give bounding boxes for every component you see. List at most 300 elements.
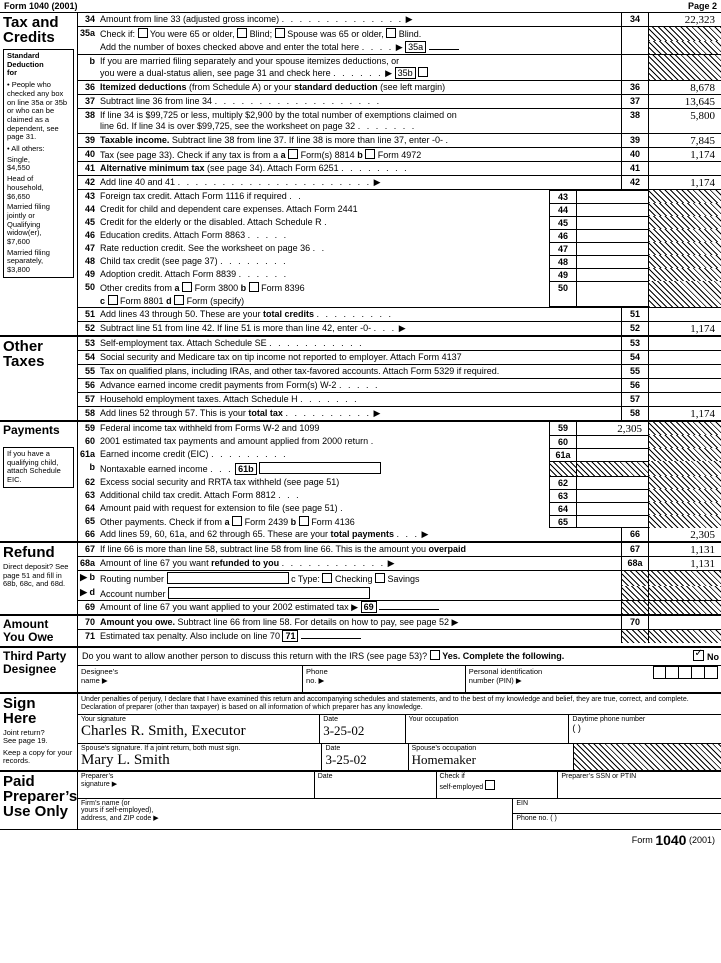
routing-number-input[interactable] bbox=[167, 572, 289, 584]
line-46-number: 46 bbox=[84, 230, 95, 240]
preparer-signature-field[interactable]: Preparer’s signature ▶ bbox=[78, 772, 315, 798]
amount-owe-title-line1: Amount bbox=[3, 617, 49, 631]
paid-preparer-left-column bbox=[0, 772, 78, 829]
spouse-occupation-field[interactable] bbox=[409, 744, 574, 770]
account-number-input[interactable] bbox=[168, 587, 370, 599]
pin-box-3[interactable] bbox=[679, 666, 692, 679]
line-34-numcol: 34 bbox=[621, 13, 649, 26]
line-42-numcol: 42 bbox=[621, 176, 649, 189]
line-57-numcol: 57 bbox=[621, 393, 649, 406]
sign-here-body bbox=[78, 694, 721, 771]
checkbox-65-or-older[interactable] bbox=[138, 28, 148, 38]
line-40-numcol: 40 bbox=[621, 148, 649, 162]
line-57 bbox=[78, 393, 721, 407]
line-59-text: Federal income tax withheld from Forms W-2 and 1099 bbox=[100, 423, 320, 433]
refund-sidebox: Direct deposit? See page 51 and fill in 68b, 68c, and 68d. bbox=[3, 562, 69, 589]
line-71-number: 71 bbox=[84, 631, 95, 641]
line-48-numcol: 48 bbox=[549, 255, 577, 268]
designee-phone-field[interactable] bbox=[303, 666, 466, 692]
line-39-numcol: 39 bbox=[621, 134, 649, 147]
sidebox-item-7: $7,600 bbox=[7, 237, 30, 247]
line-59-inner-amount[interactable]: 2,305 bbox=[577, 422, 649, 435]
checkbox-designee-yes[interactable] bbox=[430, 650, 440, 660]
line-70-number: 70 bbox=[84, 617, 95, 627]
line-63-numcol: 63 bbox=[549, 489, 577, 502]
other-taxes-title-line2: Taxes bbox=[3, 353, 45, 370]
line-63-text: Additional child tax credit. Attach Form 8812 . . . bbox=[100, 489, 301, 500]
spouse-signature-field[interactable] bbox=[78, 744, 322, 770]
sign-here-note1: Joint return? bbox=[3, 727, 45, 737]
line-65-number: 65 bbox=[84, 515, 95, 526]
sidebox-item-4: Head of household, bbox=[7, 174, 44, 192]
line-58-amount[interactable]: 1,174 bbox=[690, 408, 715, 420]
firm-name-label: Firm’s name (or yours if self-employed), address, and ZIP code bbox=[81, 800, 154, 823]
line-44-text: Credit for child and dependent care expenses. Attach Form 2441 bbox=[100, 204, 358, 214]
line-61a-inner-amount[interactable] bbox=[577, 448, 649, 461]
line-68a-numcol: 68a bbox=[621, 557, 649, 570]
designee-name-label: Designee’s name ▶ bbox=[81, 666, 118, 685]
line-35a-hatch bbox=[649, 27, 721, 41]
checkbox-35b[interactable] bbox=[418, 67, 428, 77]
line-68b-text: Routing number c Type: Checking Savings bbox=[100, 574, 420, 584]
line-68b bbox=[78, 571, 721, 586]
sidebox-item-1: • All others: bbox=[7, 144, 45, 154]
ein-field[interactable] bbox=[513, 799, 721, 814]
line-48-inner-amount[interactable] bbox=[577, 255, 649, 268]
line-35a-total-numcol bbox=[621, 41, 649, 54]
sidebox-title: Standard Deduction for bbox=[7, 51, 44, 78]
checkbox-self-employed[interactable] bbox=[485, 780, 495, 790]
preparer-date-label: Date bbox=[317, 773, 333, 781]
line-56-amount[interactable] bbox=[649, 379, 721, 392]
page-number-label: Page 2 bbox=[687, 1, 717, 11]
line-61a-number: 61a bbox=[79, 449, 95, 459]
line-68d bbox=[78, 586, 721, 602]
line-64-number: 64 bbox=[84, 502, 95, 513]
line-45-hatch bbox=[649, 216, 721, 229]
your-occupation-label: Your occupation bbox=[408, 716, 459, 724]
line-36 bbox=[78, 81, 721, 95]
paid-preparer-body bbox=[78, 772, 721, 829]
line-61a-hatch bbox=[649, 448, 721, 461]
line-40-amount[interactable]: 1,174 bbox=[690, 148, 715, 161]
pin-box-1[interactable] bbox=[653, 666, 666, 679]
line-43-numcol: 43 bbox=[549, 190, 577, 203]
line-42-amount[interactable]: 1,174 bbox=[690, 177, 715, 189]
line-69-hatch2 bbox=[649, 601, 721, 614]
preparer-self-employed-field[interactable] bbox=[437, 772, 559, 798]
payments-sidebox: If you have a qualifying child, attach Schedule EIC. bbox=[3, 447, 74, 488]
pin-box-4[interactable] bbox=[692, 666, 705, 679]
line-64-text: Amount paid with request for extension to file (see page 51) . bbox=[100, 502, 345, 513]
line-55-text: Tax on qualified plans, including IRAs, and other tax-favored accounts. Attach Form 5329 if required. bbox=[100, 366, 500, 376]
line-53-amount[interactable] bbox=[649, 337, 721, 350]
line-43-text: Foreign tax credit. Attach Form 1116 if required . . bbox=[100, 191, 303, 201]
line-52-amount[interactable]: 1,174 bbox=[690, 323, 715, 335]
taxpayer-signature-row bbox=[78, 715, 721, 744]
line-45-inner-amount[interactable] bbox=[577, 216, 649, 229]
tax-credits-left-column bbox=[0, 13, 78, 335]
line-56-text: Advance earned income credit payments from Form(s) W-2 . . . . . bbox=[100, 380, 380, 390]
third-party-title-line2: Designee bbox=[3, 662, 57, 676]
line-36-amount[interactable]: 8,678 bbox=[690, 81, 715, 94]
line-35b-numcol bbox=[621, 55, 649, 80]
checkbox-form-8801[interactable] bbox=[108, 295, 118, 305]
line-61b-numcol-hatch bbox=[549, 461, 577, 476]
preparer-phone-label: Phone no. bbox=[516, 815, 549, 823]
line-35a-total bbox=[78, 41, 721, 55]
checkbox-checking[interactable] bbox=[322, 573, 332, 583]
sidebox-item-6: Married filing jointly or Qualifying widow(er), bbox=[7, 202, 50, 238]
line-41-text: Alternative minimum tax (see page 34). Attach Form 6251 . . . . . . . . bbox=[100, 163, 409, 173]
line-60-numcol: 60 bbox=[549, 435, 577, 448]
line-52-numcol: 52 bbox=[621, 322, 649, 335]
sign-here-left-column bbox=[0, 694, 78, 771]
line-68a bbox=[78, 557, 721, 571]
line-66 bbox=[78, 528, 721, 541]
line-47-text: Rate reduction credit. See the worksheet on page 36 . . bbox=[100, 243, 327, 253]
refund-title: Refund bbox=[3, 544, 55, 561]
line-68d-number: ▶ d bbox=[80, 586, 95, 597]
signature-date-field[interactable] bbox=[320, 715, 405, 743]
line-46 bbox=[78, 229, 721, 242]
checkbox-spouse-65[interactable] bbox=[275, 28, 285, 38]
line-38-text: If line 34 is $99,725 or less, multiply $2,900 by the total number of exemptions claimed on line 6d. If line 34 is over $99,725, see the worksheet on page 32 . . . . . . . bbox=[100, 109, 457, 131]
line-62 bbox=[78, 476, 721, 489]
tax-credits-rows bbox=[78, 13, 721, 335]
line-34 bbox=[78, 13, 721, 27]
line-45 bbox=[78, 216, 721, 229]
daytime-phone-field[interactable] bbox=[569, 715, 721, 743]
line-58-text: Add lines 52 through 57. This is your total tax . . . . . . . . . . ▶ bbox=[100, 408, 381, 418]
line-64-hatch bbox=[649, 502, 721, 515]
line-50 bbox=[78, 281, 721, 307]
line-55-amount[interactable] bbox=[649, 365, 721, 378]
sidebox-item-8: Married filing separately, bbox=[7, 247, 50, 266]
section-sign-here bbox=[0, 694, 721, 773]
line-44-numcol: 44 bbox=[549, 203, 577, 216]
amount-owe-rows bbox=[78, 616, 721, 646]
line-48-hatch bbox=[649, 255, 721, 268]
line-49-hatch bbox=[649, 268, 721, 281]
line-49-text: Adoption credit. Attach Form 8839 . . . . . . bbox=[100, 269, 289, 279]
line-38-numcol: 38 bbox=[621, 109, 649, 133]
section-third-party-designee bbox=[0, 648, 721, 694]
your-signature-field[interactable] bbox=[78, 715, 320, 743]
signature-date-label: Date bbox=[323, 716, 338, 724]
line-70-numcol: 70 bbox=[621, 616, 649, 629]
line-35a-total-number bbox=[78, 41, 98, 54]
third-party-body bbox=[78, 648, 721, 692]
line-58-number: 58 bbox=[84, 408, 95, 418]
line-41 bbox=[78, 162, 721, 176]
line-61a-numcol: 61a bbox=[549, 448, 577, 461]
refund-left-column bbox=[0, 543, 78, 614]
preparer-ssn-field[interactable] bbox=[558, 772, 721, 798]
line-35b bbox=[78, 55, 721, 81]
paid-preparer-title-line1: Paid bbox=[3, 773, 35, 791]
line-60-inner-amount[interactable] bbox=[577, 435, 649, 448]
spouse-date-value: 3-25-02 bbox=[325, 752, 367, 768]
line-58-numcol: 58 bbox=[621, 407, 649, 420]
line-51-amount[interactable] bbox=[649, 308, 721, 321]
line-37-numcol: 37 bbox=[621, 95, 649, 108]
line-61a bbox=[78, 448, 721, 461]
line-43-inner-amount[interactable] bbox=[577, 190, 649, 203]
perjury-statement: Under penalties of perjury, I declare that I have examined this return and accompanying schedules and statements, and to the best of my knowledge and belief, they are true, correct, and complete. Declaration of preparer (other than taxpayer) is based on all information of which preparer has any knowledge. bbox=[78, 694, 721, 716]
line-61b-text: Nontaxable earned income . . . 61b bbox=[98, 461, 549, 476]
line-60-text: 2001 estimated tax payments and amount applied from 2000 return . bbox=[100, 436, 376, 446]
line-61a-text: Earned income credit (EIC) . . . . . . . . . bbox=[100, 449, 288, 459]
line-63-hatch bbox=[649, 489, 721, 502]
line-67-number: 67 bbox=[84, 544, 95, 554]
checkbox-form-4972[interactable] bbox=[365, 149, 375, 159]
line-61b-tag: 61b bbox=[235, 463, 257, 475]
line-65-inner-amount[interactable] bbox=[577, 515, 649, 529]
line-49-numcol: 49 bbox=[549, 268, 577, 281]
firm-name-field[interactable]: Firm’s name (or yours if self-employed), address, and ZIP code ▶ bbox=[78, 799, 513, 829]
line-49-number: 49 bbox=[84, 269, 95, 279]
checkbox-blind[interactable] bbox=[237, 28, 247, 38]
line-34-amount[interactable]: 22,323 bbox=[684, 14, 715, 26]
paid-preparer-title-line3: Use Only bbox=[3, 803, 69, 821]
line-63 bbox=[78, 489, 721, 502]
line-43-hatch bbox=[649, 190, 721, 203]
section-other-taxes bbox=[0, 337, 721, 422]
line-39-text: Taxable income. Subtract line 38 from line 37. If line 38 is more than line 37, enter -0- . bbox=[100, 134, 451, 145]
line-35a-number: 35a bbox=[79, 28, 95, 38]
line-42-number: 42 bbox=[84, 177, 95, 187]
spouse-signature-label: Spouse’s signature. If a joint return, both must sign. bbox=[81, 745, 241, 753]
line-45-text: Credit for the elderly or the disabled. Attach Schedule R . bbox=[100, 217, 329, 227]
line-61b-hatch1 bbox=[577, 461, 649, 476]
line-35a-total-hatch bbox=[649, 41, 721, 54]
footer-form-number: 1040 bbox=[655, 832, 687, 849]
line-61b-input[interactable] bbox=[259, 462, 381, 474]
paid-preparer-title-line2: Preparer’s bbox=[3, 788, 78, 806]
line-71-hatch2 bbox=[649, 630, 721, 643]
line-35b-number: b bbox=[89, 55, 95, 66]
checkbox-form-8814[interactable] bbox=[288, 149, 298, 159]
your-occupation-field[interactable] bbox=[406, 715, 570, 743]
line-47-number: 47 bbox=[84, 243, 95, 253]
line-66-text: Add lines 59, 60, 61a, and 62 through 65. These are your total payments . . . ▶ bbox=[100, 529, 429, 539]
line-55-numcol: 55 bbox=[621, 365, 649, 378]
line-65-hatch bbox=[649, 515, 721, 529]
line-57-amount[interactable] bbox=[649, 393, 721, 406]
line-56-numcol: 56 bbox=[621, 379, 649, 392]
section-title-line2: Credits bbox=[3, 29, 55, 46]
your-signature-value: Charles R. Smith, Executor bbox=[81, 723, 246, 740]
checkbox-form-2439[interactable] bbox=[232, 516, 242, 526]
line-46-inner-amount[interactable] bbox=[577, 229, 649, 242]
sign-here-title-line2: Here bbox=[3, 709, 37, 727]
line-37-amount[interactable]: 13,645 bbox=[684, 95, 715, 108]
line-44-inner-amount[interactable] bbox=[577, 203, 649, 216]
daytime-phone-value: ( ) bbox=[572, 723, 581, 734]
line-44-hatch bbox=[649, 203, 721, 216]
line-68d-hatch1 bbox=[621, 586, 649, 601]
pin-box-5[interactable] bbox=[705, 666, 718, 679]
line-39-amount[interactable]: 7,845 bbox=[690, 134, 715, 147]
line-42 bbox=[78, 176, 721, 190]
line-51-text: Add lines 43 through 50. These are your total credits . . . . . . . . . bbox=[100, 309, 393, 319]
line-51-numcol: 51 bbox=[621, 308, 649, 321]
preparer-date-field[interactable] bbox=[315, 772, 437, 798]
line-62-text: Excess social security and RRTA tax withheld (see page 51) bbox=[100, 476, 340, 487]
line-40 bbox=[78, 148, 721, 163]
spouse-occupation-label: Spouse’s occupation bbox=[411, 745, 477, 753]
line-43-number: 43 bbox=[84, 191, 95, 201]
line-51 bbox=[78, 307, 721, 322]
section-title-line1: Tax and bbox=[3, 14, 59, 31]
checkbox-spouse-blind[interactable] bbox=[386, 28, 396, 38]
line-69-number: 69 bbox=[84, 602, 95, 612]
checkbox-savings[interactable] bbox=[375, 573, 385, 583]
line-71-hatch1 bbox=[621, 630, 649, 643]
line-52-number: 52 bbox=[84, 323, 95, 333]
phone-field[interactable] bbox=[513, 814, 721, 823]
credit-rows bbox=[78, 190, 721, 307]
line-35a-numcol bbox=[621, 27, 649, 41]
third-party-question: Do you want to allow another person to discuss this return with the IRS (see page 53)? Yes. Complete the following. ✓ No bbox=[80, 649, 719, 664]
third-party-title-line1: Third Party bbox=[3, 649, 67, 663]
line-65-numcol: 65 bbox=[549, 515, 577, 529]
line-62-inner-amount[interactable] bbox=[577, 476, 649, 489]
line-60-hatch bbox=[649, 435, 721, 448]
line-60-number: 60 bbox=[84, 436, 95, 446]
spouse-signature-value: Mary L. Smith bbox=[81, 752, 170, 769]
payments-title: Payments bbox=[3, 423, 60, 437]
line-57-text: Household employment taxes. Attach Schedule H . . . . . . . bbox=[100, 394, 359, 404]
line-39 bbox=[78, 134, 721, 148]
line-52 bbox=[78, 322, 721, 335]
line-67 bbox=[78, 543, 721, 557]
line-54-number: 54 bbox=[84, 352, 95, 362]
line-50-hatch bbox=[649, 281, 721, 307]
sidebox-item-0: • People who checked any box on line 35a or 35b or who can be claimed as a dependent, see page 31. bbox=[7, 80, 68, 142]
line-64 bbox=[78, 502, 721, 515]
line-63-inner-amount[interactable] bbox=[577, 489, 649, 502]
line-62-hatch bbox=[649, 476, 721, 489]
footer-year: (2001) bbox=[688, 835, 715, 846]
line-50-numcol: 50 bbox=[549, 281, 577, 307]
line-35a-text: Check if: You were 65 or older, Blind; Spouse was 65 or older, Blind. bbox=[100, 29, 422, 39]
checkbox-form-specify[interactable] bbox=[174, 295, 184, 305]
line-35b-hatch bbox=[649, 55, 721, 80]
line-51-number: 51 bbox=[84, 309, 95, 319]
third-party-fields-row bbox=[78, 666, 721, 692]
section-tax-and-credits bbox=[0, 13, 721, 337]
line-48-number: 48 bbox=[84, 256, 95, 266]
preparer-ein-phone-fields bbox=[513, 799, 721, 829]
other-taxes-title-line1: Other bbox=[3, 338, 44, 355]
line-68d-text: Account number bbox=[98, 586, 621, 601]
line-70-amount[interactable] bbox=[649, 616, 721, 629]
line-66-amount[interactable]: 2,305 bbox=[690, 529, 715, 541]
line-54 bbox=[78, 351, 721, 365]
line-38-number: 38 bbox=[84, 109, 95, 120]
line-61b-hatch2 bbox=[649, 461, 721, 476]
standard-deduction-sidebox bbox=[3, 49, 74, 278]
third-party-left-column bbox=[0, 648, 78, 692]
line-68a-amount[interactable]: 1,131 bbox=[690, 558, 715, 570]
line-65-text: Other payments. Check if from a Form 2439 b Form 4136 bbox=[100, 516, 355, 527]
checkbox-form-8396[interactable] bbox=[249, 282, 259, 292]
line-35b-text: If you are married filing separately and your spouse itemizes deductions, or you were a dual-status alien, see page 31 and check here . . . . . . ▶ 35b bbox=[98, 55, 621, 80]
section-refund bbox=[0, 543, 721, 616]
line-49-inner-amount[interactable] bbox=[577, 268, 649, 281]
line-47-inner-amount[interactable] bbox=[577, 242, 649, 255]
line-61b bbox=[78, 461, 721, 476]
checkbox-form-4136[interactable] bbox=[299, 516, 309, 526]
signature-date-value: 3-25-02 bbox=[323, 723, 365, 739]
line-50-inner-amount[interactable] bbox=[577, 281, 649, 307]
line-55 bbox=[78, 365, 721, 379]
sidebox-item-5: $6,650 bbox=[7, 191, 30, 201]
line-67-amount[interactable]: 1,131 bbox=[690, 544, 715, 556]
line-62-numcol: 62 bbox=[549, 476, 577, 489]
spouse-date-label: Date bbox=[325, 745, 341, 753]
line-60 bbox=[78, 435, 721, 448]
line-64-numcol: 64 bbox=[549, 502, 577, 515]
line-69 bbox=[78, 601, 721, 614]
checkbox-designee-no[interactable] bbox=[693, 650, 704, 661]
designee-pin-label: Personal identification number (PIN) ▶ bbox=[468, 666, 543, 685]
line-38-amount[interactable]: 5,800 bbox=[690, 109, 715, 122]
spouse-row-hatch bbox=[574, 744, 721, 770]
form-id-label: Form 1040 (2001) bbox=[4, 1, 78, 11]
line-53 bbox=[78, 337, 721, 351]
your-signature-label: Your signature bbox=[81, 716, 126, 724]
line-59 bbox=[78, 422, 721, 435]
other-taxes-left-column bbox=[0, 337, 78, 420]
line-35a-total-text: Add the number of boxes checked above and enter the total here . . . . ▶ 35a bbox=[98, 41, 621, 54]
sign-here-note3: Keep a copy for your records. bbox=[3, 747, 73, 766]
line-70 bbox=[78, 616, 721, 630]
pin-boxes[interactable] bbox=[653, 666, 718, 679]
line-46-text: Education credits. Attach Form 8863 . . . . . bbox=[100, 230, 289, 240]
pin-box-2[interactable] bbox=[666, 666, 679, 679]
sidebox-item-9: $3,800 bbox=[7, 265, 30, 275]
line-46-numcol: 46 bbox=[549, 229, 577, 242]
line-50-text: Other credits from a Form 3800 b Form 8396 c Form 8801 d Form (specify) bbox=[100, 283, 305, 306]
designee-phone-label: Phone no. ▶ bbox=[306, 666, 328, 685]
checkbox-form-3800[interactable] bbox=[182, 282, 192, 292]
line-47 bbox=[78, 242, 721, 255]
line-41-amount[interactable] bbox=[649, 162, 721, 175]
line-64-inner-amount[interactable] bbox=[577, 502, 649, 515]
line-50-number: 50 bbox=[84, 282, 95, 292]
line-54-numcol: 54 bbox=[621, 351, 649, 364]
designee-pin-field[interactable] bbox=[466, 666, 721, 692]
line-65 bbox=[78, 515, 721, 529]
line-67-numcol: 67 bbox=[621, 543, 649, 556]
line-38 bbox=[78, 109, 721, 134]
section-amount-you-owe bbox=[0, 616, 721, 648]
line-54-text: Social security and Medicare tax on tip income not reported to employer. Attach Form 4137 bbox=[100, 352, 462, 362]
line-59-numcol: 59 bbox=[549, 422, 577, 435]
line-54-amount[interactable] bbox=[649, 351, 721, 364]
sidebox-item-3: $4,550 bbox=[7, 163, 30, 173]
line-46-hatch bbox=[649, 229, 721, 242]
line-34-text: Amount from line 33 (adjusted gross income) . . . . . . . . . . . . . . ▶ bbox=[100, 14, 413, 24]
spouse-date-field[interactable] bbox=[322, 744, 408, 770]
line-70-text: Amount you owe. Subtract line 66 from line 58. For details on how to pay, see page 52 ▶ bbox=[100, 617, 459, 627]
designee-name-field[interactable] bbox=[78, 666, 303, 692]
line-67-text: If line 66 is more than line 58, subtract line 58 from line 66. This is the amount you overpaid bbox=[100, 544, 467, 554]
line-48 bbox=[78, 255, 721, 268]
